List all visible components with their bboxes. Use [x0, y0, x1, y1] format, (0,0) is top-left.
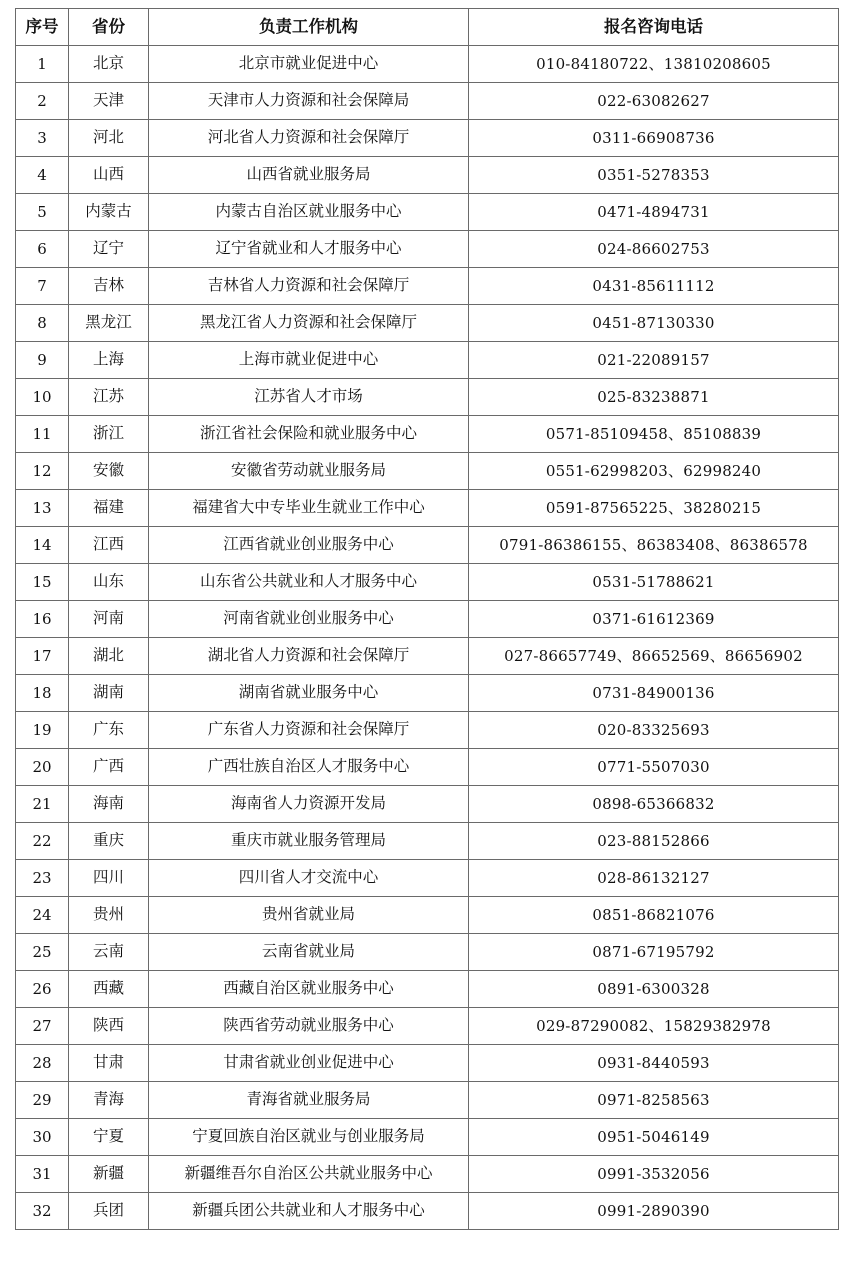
row-index: 29 [16, 1082, 69, 1119]
table-row [16, 712, 839, 749]
row-phone: 0551-62998203、62998240 [469, 453, 839, 490]
row-agency: 江西省就业创业服务中心 [149, 527, 469, 564]
table-row [16, 1045, 839, 1082]
row-index: 19 [16, 712, 69, 749]
row-index: 6 [16, 231, 69, 268]
row-phone: 0951-5046149 [469, 1119, 839, 1156]
table-row [16, 823, 839, 860]
row-index: 12 [16, 453, 69, 490]
table-row [16, 194, 839, 231]
row-province: 西藏 [69, 971, 149, 1008]
row-agency: 四川省人才交流中心 [149, 860, 469, 897]
row-phone: 0451-87130330 [469, 305, 839, 342]
table-row [16, 120, 839, 157]
row-agency: 山西省就业服务局 [149, 157, 469, 194]
row-agency: 云南省就业局 [149, 934, 469, 971]
row-agency: 北京市就业促进中心 [149, 46, 469, 83]
row-index: 25 [16, 934, 69, 971]
table-row [16, 749, 839, 786]
row-index: 17 [16, 638, 69, 675]
row-index: 21 [16, 786, 69, 823]
row-phone: 0991-2890390 [469, 1193, 839, 1230]
table-row [16, 1082, 839, 1119]
row-index: 28 [16, 1045, 69, 1082]
row-province: 黑龙江 [69, 305, 149, 342]
row-province: 河南 [69, 601, 149, 638]
row-province: 广东 [69, 712, 149, 749]
row-agency: 浙江省社会保险和就业服务中心 [149, 416, 469, 453]
row-agency: 新疆维吾尔自治区公共就业服务中心 [149, 1156, 469, 1193]
table-row [16, 490, 839, 527]
row-agency: 安徽省劳动就业服务局 [149, 453, 469, 490]
row-phone: 0991-3532056 [469, 1156, 839, 1193]
row-phone: 0971-8258563 [469, 1082, 839, 1119]
header-province: 省份 [69, 9, 149, 46]
table-row [16, 934, 839, 971]
row-phone: 0771-5507030 [469, 749, 839, 786]
row-province: 内蒙古 [69, 194, 149, 231]
row-agency: 上海市就业促进中心 [149, 342, 469, 379]
row-province: 贵州 [69, 897, 149, 934]
row-phone: 0891-6300328 [469, 971, 839, 1008]
row-index: 24 [16, 897, 69, 934]
row-phone: 0571-85109458、85108839 [469, 416, 839, 453]
row-agency: 广东省人力资源和社会保障厅 [149, 712, 469, 749]
row-index: 10 [16, 379, 69, 416]
table-header-row [16, 9, 839, 46]
row-index: 11 [16, 416, 69, 453]
row-agency: 福建省大中专毕业生就业工作中心 [149, 490, 469, 527]
row-province: 重庆 [69, 823, 149, 860]
row-index: 26 [16, 971, 69, 1008]
row-phone: 0471-4894731 [469, 194, 839, 231]
table-row [16, 342, 839, 379]
row-agency: 甘肃省就业创业促进中心 [149, 1045, 469, 1082]
table-row [16, 1119, 839, 1156]
table-row [16, 564, 839, 601]
table-row [16, 379, 839, 416]
row-phone: 027-86657749、86652569、86656902 [469, 638, 839, 675]
row-phone: 0931-8440593 [469, 1045, 839, 1082]
row-province: 兵团 [69, 1193, 149, 1230]
row-phone: 0351-5278353 [469, 157, 839, 194]
table-row [16, 786, 839, 823]
row-agency: 陕西省劳动就业服务中心 [149, 1008, 469, 1045]
contact-table [15, 8, 839, 1230]
row-index: 14 [16, 527, 69, 564]
row-agency: 江苏省人才市场 [149, 379, 469, 416]
row-province: 宁夏 [69, 1119, 149, 1156]
table-row [16, 601, 839, 638]
row-index: 1 [16, 46, 69, 83]
row-agency: 湖南省就业服务中心 [149, 675, 469, 712]
row-province: 山西 [69, 157, 149, 194]
table-row [16, 157, 839, 194]
row-agency: 海南省人力资源开发局 [149, 786, 469, 823]
row-phone: 020-83325693 [469, 712, 839, 749]
row-agency: 天津市人力资源和社会保障局 [149, 83, 469, 120]
row-phone: 0311-66908736 [469, 120, 839, 157]
row-agency: 广西壮族自治区人才服务中心 [149, 749, 469, 786]
row-index: 5 [16, 194, 69, 231]
row-phone: 0431-85611112 [469, 268, 839, 305]
table-row [16, 416, 839, 453]
row-province: 北京 [69, 46, 149, 83]
table-row [16, 897, 839, 934]
row-index: 2 [16, 83, 69, 120]
table-row [16, 971, 839, 1008]
row-province: 浙江 [69, 416, 149, 453]
row-agency: 吉林省人力资源和社会保障厅 [149, 268, 469, 305]
row-province: 吉林 [69, 268, 149, 305]
row-province: 陕西 [69, 1008, 149, 1045]
row-province: 湖北 [69, 638, 149, 675]
row-index: 4 [16, 157, 69, 194]
row-index: 32 [16, 1193, 69, 1230]
table-row [16, 46, 839, 83]
row-province: 青海 [69, 1082, 149, 1119]
row-province: 广西 [69, 749, 149, 786]
row-phone: 0871-67195792 [469, 934, 839, 971]
row-agency: 山东省公共就业和人才服务中心 [149, 564, 469, 601]
row-province: 云南 [69, 934, 149, 971]
table-row [16, 527, 839, 564]
row-province: 江西 [69, 527, 149, 564]
row-phone: 022-63082627 [469, 83, 839, 120]
table-row [16, 83, 839, 120]
row-province: 江苏 [69, 379, 149, 416]
row-agency: 内蒙古自治区就业服务中心 [149, 194, 469, 231]
row-phone: 0591-87565225、38280215 [469, 490, 839, 527]
row-agency: 黑龙江省人力资源和社会保障厅 [149, 305, 469, 342]
row-agency: 新疆兵团公共就业和人才服务中心 [149, 1193, 469, 1230]
row-agency: 辽宁省就业和人才服务中心 [149, 231, 469, 268]
table-row [16, 268, 839, 305]
table-row [16, 305, 839, 342]
row-phone: 023-88152866 [469, 823, 839, 860]
row-province: 辽宁 [69, 231, 149, 268]
row-province: 上海 [69, 342, 149, 379]
row-province: 河北 [69, 120, 149, 157]
table-row [16, 453, 839, 490]
row-phone: 024-86602753 [469, 231, 839, 268]
row-agency: 西藏自治区就业服务中心 [149, 971, 469, 1008]
row-index: 31 [16, 1156, 69, 1193]
row-province: 天津 [69, 83, 149, 120]
row-phone: 028-86132127 [469, 860, 839, 897]
row-province: 甘肃 [69, 1045, 149, 1082]
table-row [16, 860, 839, 897]
row-province: 安徽 [69, 453, 149, 490]
row-phone: 010-84180722、13810208605 [469, 46, 839, 83]
row-index: 23 [16, 860, 69, 897]
row-province: 湖南 [69, 675, 149, 712]
table-row [16, 231, 839, 268]
table-row [16, 1193, 839, 1230]
row-index: 18 [16, 675, 69, 712]
row-index: 7 [16, 268, 69, 305]
row-phone: 0898-65366832 [469, 786, 839, 823]
header-index: 序号 [16, 9, 69, 46]
row-agency: 湖北省人力资源和社会保障厅 [149, 638, 469, 675]
row-index: 30 [16, 1119, 69, 1156]
row-phone: 0791-86386155、86383408、86386578 [469, 527, 839, 564]
table-row [16, 1156, 839, 1193]
row-phone: 0371-61612369 [469, 601, 839, 638]
row-index: 8 [16, 305, 69, 342]
row-phone: 029-87290082、15829382978 [469, 1008, 839, 1045]
row-index: 27 [16, 1008, 69, 1045]
row-province: 山东 [69, 564, 149, 601]
row-index: 16 [16, 601, 69, 638]
row-province: 四川 [69, 860, 149, 897]
row-index: 20 [16, 749, 69, 786]
row-index: 13 [16, 490, 69, 527]
row-index: 15 [16, 564, 69, 601]
header-agency: 负责工作机构 [149, 9, 469, 46]
row-phone: 0731-84900136 [469, 675, 839, 712]
table-row [16, 1008, 839, 1045]
row-phone: 0531-51788621 [469, 564, 839, 601]
header-phone: 报名咨询电话 [469, 9, 839, 46]
row-agency: 重庆市就业服务管理局 [149, 823, 469, 860]
row-phone: 0851-86821076 [469, 897, 839, 934]
row-agency: 贵州省就业局 [149, 897, 469, 934]
row-agency: 宁夏回族自治区就业与创业服务局 [149, 1119, 469, 1156]
row-index: 9 [16, 342, 69, 379]
row-province: 新疆 [69, 1156, 149, 1193]
row-phone: 025-83238871 [469, 379, 839, 416]
row-agency: 河北省人力资源和社会保障厅 [149, 120, 469, 157]
table-row [16, 638, 839, 675]
row-phone: 021-22089157 [469, 342, 839, 379]
row-agency: 青海省就业服务局 [149, 1082, 469, 1119]
table-body [16, 46, 839, 1230]
table-row [16, 675, 839, 712]
row-province: 海南 [69, 786, 149, 823]
row-index: 22 [16, 823, 69, 860]
row-index: 3 [16, 120, 69, 157]
row-province: 福建 [69, 490, 149, 527]
row-agency: 河南省就业创业服务中心 [149, 601, 469, 638]
